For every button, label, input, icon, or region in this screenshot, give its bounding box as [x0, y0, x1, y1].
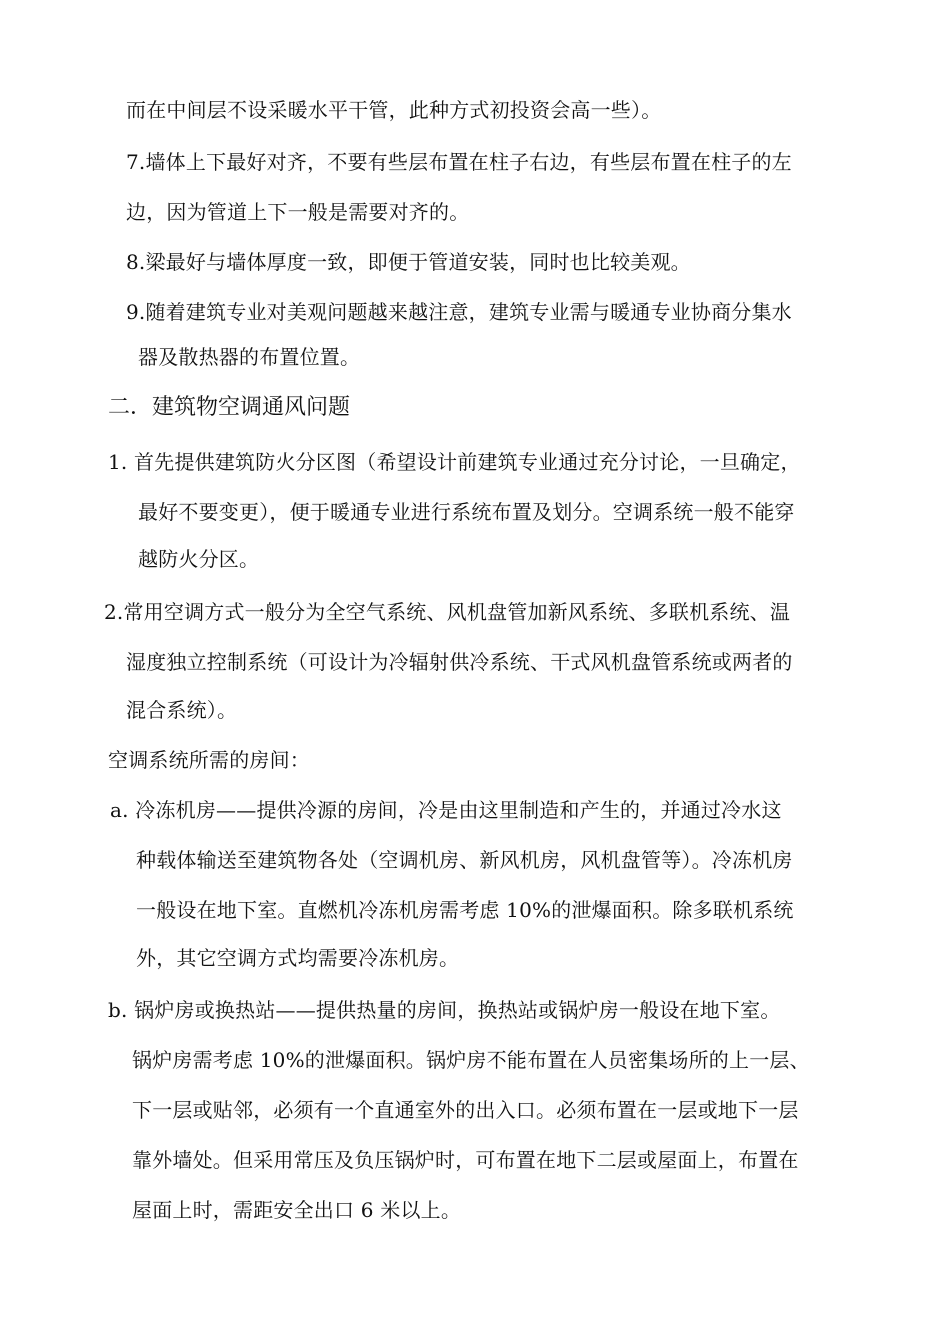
- text-line-15: a. 冷冻机房——提供冷源的房间，冷是由这里制造和产生的，并通过冷水这: [110, 798, 782, 822]
- text-line-8: 1. 首先提供建筑防火分区图（希望设计前建筑专业通过充分讨论，一旦确定，: [108, 450, 801, 474]
- text-line-21: 下一层或贴邻，必须有一个直通室外的出入口。必须布置在一层或地下一层: [132, 1098, 799, 1122]
- section-heading: 二．建筑物空调通风问题: [108, 395, 351, 420]
- text-line-18: 外，其它空调方式均需要冷冻机房。: [136, 946, 460, 970]
- text-line-23: 屋面上时，需距安全出口 6 米以上。: [132, 1198, 462, 1222]
- text-line-2: 7.墙体上下最好对齐，不要有些层布置在柱子右边，有些层布置在柱子的左: [126, 150, 792, 174]
- text-line-13: 混合系统）。: [126, 698, 238, 722]
- text-line-3: 边，因为管道上下一般是需要对齐的。: [126, 200, 470, 224]
- text-line-4: 8.梁最好与墙体厚度一致，即便于管道安装，同时也比较美观。: [126, 250, 691, 274]
- text-line-5: 9.随着建筑专业对美观问题越来越注意，建筑专业需与暖通专业协商分集水: [126, 300, 792, 324]
- text-line-19: b. 锅炉房或换热站——提供热量的房间，换热站或锅炉房一般设在地下室。: [108, 998, 781, 1022]
- text-line-22: 靠外墙处。但采用常压及负压锅炉时，可布置在地下二层或屋面上，布置在: [132, 1148, 799, 1172]
- text-line-10: 越防火分区。: [138, 547, 260, 571]
- text-line-17: 一般设在地下室。直燃机冷冻机房需考虑 10%的泄爆面积。除多联机系统: [136, 898, 794, 922]
- text-line-20: 锅炉房需考虑 10%的泄爆面积。锅炉房不能布置在人员密集场所的上一层、: [132, 1048, 810, 1072]
- text-line-1: 而在中间层不设采暖水平干管，此种方式初投资会高一些）。: [126, 98, 662, 122]
- text-line-6: 器及散热器的布置位置。: [138, 345, 361, 369]
- text-line-9: 最好不要变更），便于暖通专业进行系统布置及划分。空调系统一般不能穿: [138, 500, 795, 524]
- text-line-11: 2.常用空调方式一般分为全空气系统、风机盘管加新风系统、多联机系统、温: [104, 600, 791, 624]
- text-line-16: 种载体输送至建筑物各处（空调机房、新风机房，风机盘管等）。冷冻机房: [136, 848, 793, 872]
- text-line-14: 空调系统所需的房间：: [108, 748, 310, 772]
- text-line-12: 湿度独立控制系统（可设计为冷辐射供冷系统、干式风机盘管系统或两者的: [126, 650, 793, 674]
